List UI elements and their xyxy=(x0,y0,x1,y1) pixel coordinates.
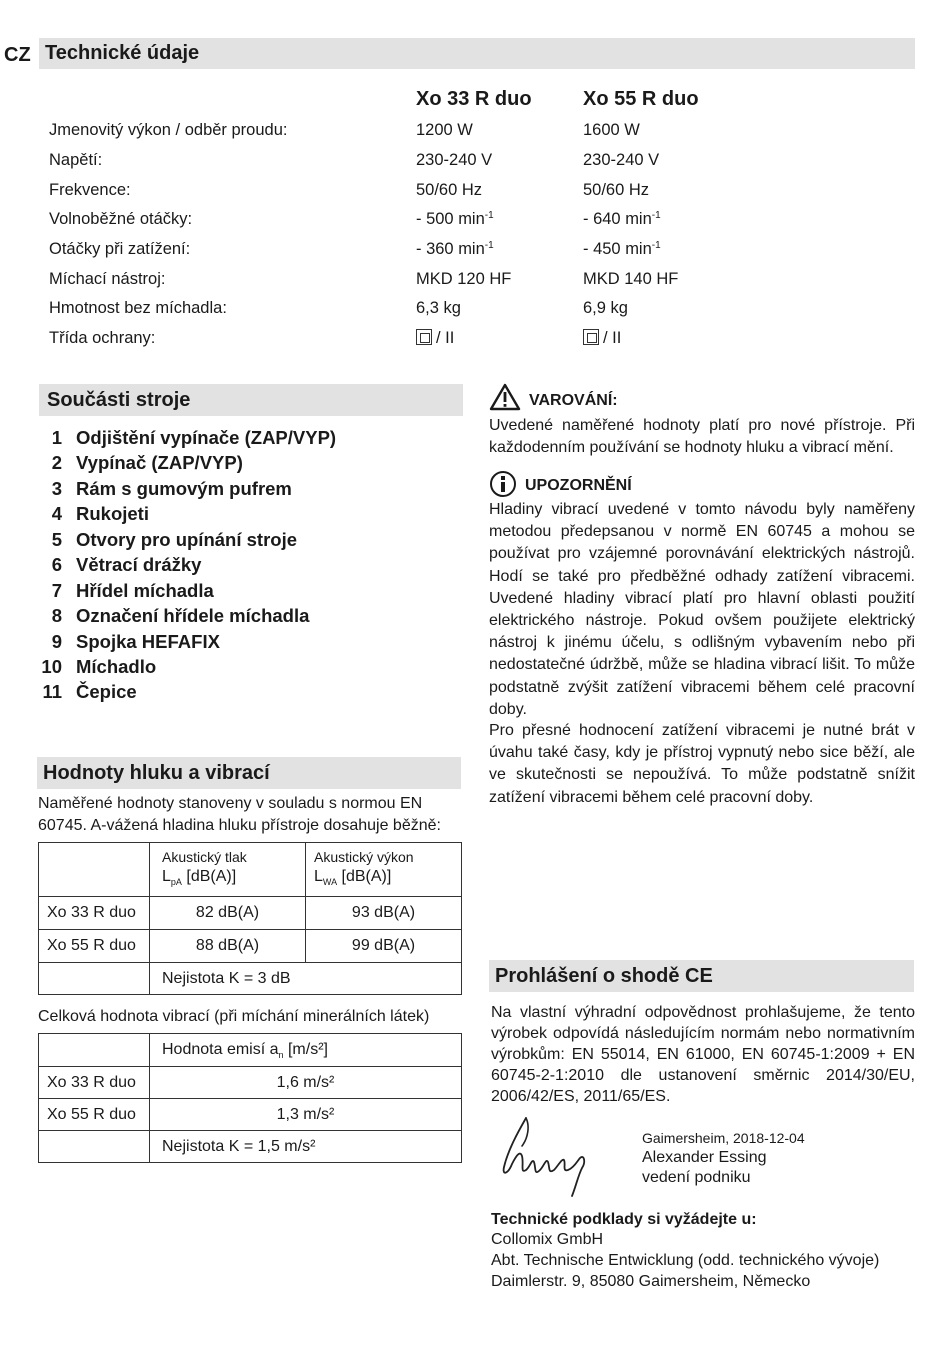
spec-value-model-1: 50/60 Hz xyxy=(416,181,483,199)
table-header-row xyxy=(39,1034,462,1067)
rpm-exponent: -1 xyxy=(651,240,661,251)
warning-heading xyxy=(489,383,618,411)
list-item: 2 Vypínač (ZAP/VYP) xyxy=(51,452,243,473)
spec-value-model-1: - 500 $\min^{-1}$ xyxy=(416,210,494,228)
noise-section-header xyxy=(37,757,461,789)
signature-place-date: Gaimersheim, 2018-12-04 xyxy=(642,1130,805,1146)
ce-text: Na vlastní výhradní odpovědnost prohlašujeme, že tento výrobek odpovídá následujícím normám nebo normativním výrobkům: EN 55014, EN 61000, EN 60745-1:2009 + EN 60745-2-1:2010 dle ustanovení směrnic 2014/30/EU, 2006/42/ES, 2011/65/ES. xyxy=(491,1004,915,1105)
sound-pressure-cell: 82 dB(A) xyxy=(150,897,306,930)
spec-value-model-2: 1600 W xyxy=(583,121,640,139)
spec-value-model-1: 1200 W xyxy=(416,121,473,139)
warning-title: VAROVÁNÍ: xyxy=(529,392,618,409)
signatory-role: vedení podniku xyxy=(642,1169,751,1186)
spec-label: Jmenovitý výkon / odběr proudu: xyxy=(49,121,288,139)
spec-label: Třída ochrany: xyxy=(49,329,156,347)
list-item: 7 Hřídel míchadla xyxy=(51,580,214,601)
table-row xyxy=(39,1131,462,1163)
spec-value-model-2: MKD 140 HF xyxy=(583,270,679,288)
notice-text-2: Pro přesné hodnocení zatížení vibracemi je nutné brát v úvahu také časy, kdy je přístroj vypnutý nebo sice běží, ale ve skutečnosti se nepoužívá. To může podstatně snížit zatížení vibracemi během celé pracovní doby. xyxy=(489,722,915,806)
spec-value-model-2: - 640 $\min^{-1}$ xyxy=(583,210,661,228)
sound-pressure-cell: 88 dB(A) xyxy=(150,930,306,963)
spec-value-model-1: - 360 $\min^{-1}$ xyxy=(416,240,494,258)
list-item: 4 Rukojeti xyxy=(51,503,149,524)
spec-label: Napětí: xyxy=(49,151,103,169)
list-item: 5 Otvory pro upínání stroje xyxy=(51,529,297,550)
model-cell: Xo 55 R duo xyxy=(39,1099,150,1131)
spec-value-model-2: 6,9 kg xyxy=(583,299,628,317)
company-department: Abt. Technische Entwicklung (odd. technického vývoje) xyxy=(491,1252,880,1269)
spec-value-model-1: 6,3 kg xyxy=(416,299,461,317)
spec-value-model-2: - 450 $\min^{-1}$ xyxy=(583,240,661,258)
list-item: 10 Míchadlo xyxy=(41,656,157,677)
spec-label: Míchací nástroj: xyxy=(49,270,166,288)
language-code: CZ xyxy=(4,44,31,66)
sound-power-cell: 93 dB(A) xyxy=(306,897,462,930)
spec-label: Hmotnost bez míchadla: xyxy=(49,299,227,317)
vibration-cell: 1,6 m/s² xyxy=(150,1067,462,1099)
notice-text: Hladiny vibrací uvedené v tomto návodu byly naměřeny metodou předepsanou v normě EN 60745 a mohou se používat pro vzájemné porovnávání elektrických nástrojů. Hodí se také pro předběžné odhady zatížení vibracemi. Uvedené hladiny vibrací platí pro hlavní oblasti použití elektrického nástroje. Pokud ovšem použijete elektrický nástroj k jinému účelu, s odlišným vybavením nebo při nedostatečné údržbě, může se hladina vibrací lišit. To může podstatně zvýšit zatížení vibracemi během celé pracovní doby. xyxy=(489,501,915,718)
rpm-exponent: -1 xyxy=(484,210,494,221)
double-insulation-icon xyxy=(583,329,599,345)
parts-section-title: Součásti stroje xyxy=(47,388,191,411)
spec-label: Volnoběžné otáčky: xyxy=(49,210,193,228)
sound-power-header: Akustický výkon $L_{WA}$ [dB(A)] xyxy=(306,843,462,897)
double-insulation-icon xyxy=(416,329,432,345)
rpm-exponent: -1 xyxy=(651,210,661,221)
parts-section-header xyxy=(39,384,463,416)
tech-section-header xyxy=(39,38,915,69)
table-row xyxy=(39,1099,462,1131)
noise-table xyxy=(38,842,462,995)
spec-label: Frekvence: xyxy=(49,181,131,199)
list-item: 3 Rám s gumovým pufrem xyxy=(51,478,292,499)
spec-value-model-2: 230-240 V xyxy=(583,151,660,169)
list-item: 9 Spojka HEFAFIX xyxy=(51,631,220,652)
spec-value-model-1: / II xyxy=(416,329,454,348)
ce-section-header xyxy=(489,960,914,992)
spec-label: Otáčky při zatížení: xyxy=(49,240,191,258)
noise-intro: Naměřené hodnoty stanoveny v souladu s normou EN 60745. A-vážená hladina hluku přístroje dosahuje běžně: xyxy=(38,795,441,835)
table-row xyxy=(39,930,462,963)
table-row xyxy=(39,963,462,995)
model-cell: Xo 55 R duo xyxy=(39,930,150,963)
company-name: Collomix GmbH xyxy=(491,1231,604,1248)
sound-pressure-header: Akustický tlak $L_{pA}$ [dB(A)] xyxy=(150,843,306,897)
warning-text: Uvedené naměřené hodnoty platí pro nové přístroje. Při každodenním používání se hodnoty hluku a vibrací mění. xyxy=(489,417,915,457)
docs-title: Technické podklady si vyžádejte u: xyxy=(491,1211,757,1228)
ce-section-title: Prohlášení o shodě CE xyxy=(495,964,713,987)
notice-heading xyxy=(489,470,632,498)
signatory-name: Alexander Essing xyxy=(642,1149,767,1166)
notice-title: UPOZORNĚNÍ xyxy=(525,477,632,494)
spec-value-model-2: / II xyxy=(583,329,621,348)
spec-value-model-1: 230-240 V xyxy=(416,151,493,169)
spec-value-model-2: 50/60 Hz xyxy=(583,181,650,199)
table-row xyxy=(39,1067,462,1099)
tech-section-title: Technické údaje xyxy=(45,42,200,64)
model-2-heading: Xo 55 R duo xyxy=(583,88,699,110)
list-item: 6 Větrací drážky xyxy=(51,554,202,575)
vibration-table xyxy=(38,1033,462,1163)
uncertainty-cell: Nejistota K = 3 dB xyxy=(150,963,462,995)
list-item: 8 Označení hřídele míchadla xyxy=(51,605,310,626)
vibration-intro: Celková hodnota vibrací (při míchání minerálních látek) xyxy=(38,1008,430,1025)
company-address: Daimlerstr. 9, 85080 Gaimersheim, Německo xyxy=(491,1273,811,1290)
noise-section-title: Hodnoty hluku a vibrací xyxy=(43,761,270,784)
spec-value-model-1: MKD 120 HF xyxy=(416,270,512,288)
rpm-exponent: -1 xyxy=(484,240,494,251)
table-row xyxy=(39,897,462,930)
uncertainty-cell: Nejistota K = 1,5 m/s² xyxy=(150,1131,462,1163)
model-cell: Xo 33 R duo xyxy=(39,897,150,930)
list-item: 11 Čepice xyxy=(42,681,137,702)
sound-power-cell: 99 dB(A) xyxy=(306,930,462,963)
signature-image xyxy=(496,1112,596,1202)
vibration-cell: 1,3 m/s² xyxy=(150,1099,462,1131)
warning-triangle-icon xyxy=(489,383,521,411)
emission-header: Hodnota emisí $a_n$ [m/s²] xyxy=(150,1034,462,1067)
table-header-row xyxy=(39,843,462,897)
info-icon xyxy=(489,470,517,498)
model-cell: Xo 33 R duo xyxy=(39,1067,150,1099)
list-item: 1 Odjištění vypínače (ZAP/VYP) xyxy=(51,427,337,448)
model-1-heading: Xo 33 R duo xyxy=(416,88,532,110)
